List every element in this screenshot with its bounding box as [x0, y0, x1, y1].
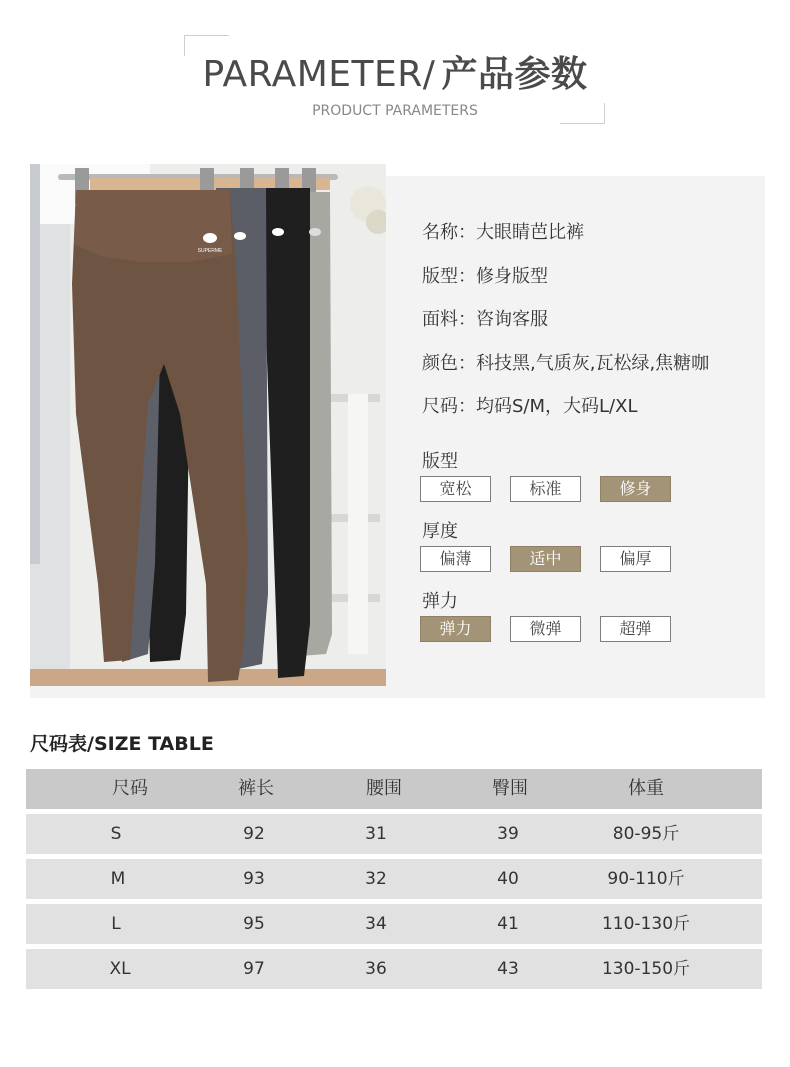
cell-hip: 39	[497, 824, 519, 844]
spec-fit	[422, 262, 548, 288]
table-row	[26, 859, 762, 899]
cell-weight: 130-150斤	[601, 959, 691, 979]
cell-weight: 80-95斤	[612, 824, 680, 844]
option-thickness-thick: 偏厚	[600, 546, 671, 572]
spec-size-label: 尺码：	[422, 396, 476, 417]
size-table-title: 尺码表/SIZE TABLE	[30, 733, 214, 755]
cell-size: M	[110, 869, 126, 889]
page-title-cn: 产品参数	[441, 54, 588, 95]
cell-waist: 34	[365, 914, 387, 934]
header-cell-length: 裤长	[238, 778, 274, 799]
cell-length: 97	[243, 959, 265, 979]
cell-weight: 110-130斤	[601, 914, 691, 934]
cell-length: 95	[243, 914, 265, 934]
option-stretch-super: 超弹	[600, 616, 671, 642]
table-row	[26, 814, 762, 854]
table-row	[26, 904, 762, 944]
cell-size: L	[111, 914, 121, 934]
spec-color-label: 颜色：	[422, 353, 476, 374]
cell-weight: 90-110斤	[607, 869, 685, 889]
spec-name-value: 大眼睛芭比裤	[476, 222, 584, 243]
cell-size: S	[110, 824, 122, 844]
option-title-stretch: 弹力	[422, 591, 458, 612]
cell-hip: 40	[497, 869, 519, 889]
table-row	[26, 949, 762, 989]
product-photo	[30, 164, 386, 686]
header-cell-waist: 腰围	[366, 778, 402, 799]
cell-length: 92	[243, 824, 265, 844]
cell-waist: 31	[365, 824, 387, 844]
photo-logo-text: SUPERME	[197, 248, 223, 254]
spec-fit-label: 版型：	[422, 266, 476, 287]
cell-waist: 32	[365, 869, 387, 889]
spec-fabric-value: 咨询客服	[476, 309, 548, 330]
spec-name-label: 名称：	[422, 222, 476, 243]
header-cell-weight: 体重	[628, 778, 664, 799]
cell-size: XL	[109, 959, 131, 979]
option-thickness-medium: 适中	[510, 546, 581, 572]
option-fit-standard: 标准	[510, 476, 581, 502]
page-title	[0, 46, 790, 97]
cell-waist: 36	[365, 959, 387, 979]
spec-fabric	[422, 305, 548, 331]
option-fit-slim: 修身	[600, 476, 671, 502]
spec-fabric-label: 面料：	[422, 309, 476, 330]
cell-hip: 43	[497, 959, 519, 979]
cell-length: 93	[243, 869, 265, 889]
option-fit-loose: 宽松	[420, 476, 491, 502]
spec-fit-value: 修身版型	[476, 266, 548, 287]
option-stretch-slight: 微弹	[510, 616, 581, 642]
size-table-header	[26, 769, 762, 809]
spec-name	[422, 218, 584, 244]
option-thickness-thin: 偏薄	[420, 546, 491, 572]
spec-size	[422, 392, 637, 418]
header-cell-hip: 臀围	[492, 778, 528, 799]
option-title-thickness: 厚度	[422, 521, 458, 542]
option-title-fit: 版型	[422, 451, 458, 472]
cell-hip: 41	[497, 914, 519, 934]
header-cell-size: 尺码	[112, 778, 148, 799]
option-stretch-elastic: 弹力	[420, 616, 491, 642]
page-subtitle: PRODUCT PARAMETERS	[312, 103, 478, 119]
page-title-en: PARAMETER/	[202, 54, 436, 95]
spec-size-value: 均码S/M，大码L/XL	[476, 396, 638, 417]
spec-color-value: 科技黑,气质灰,瓦松绿,焦糖咖	[476, 353, 710, 374]
spec-color	[422, 349, 709, 375]
